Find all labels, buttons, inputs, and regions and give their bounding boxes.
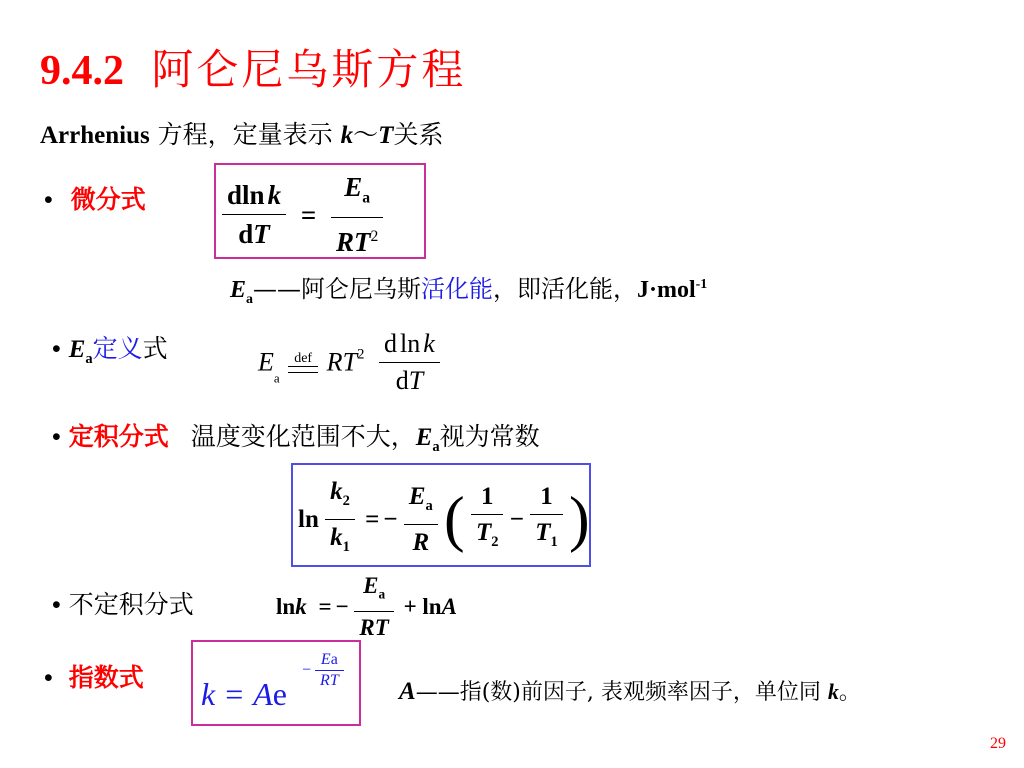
diff-bullet [44,182,146,218]
bullet-dot: • [52,423,61,451]
def-symbol: def [288,352,318,373]
indefinite-bullet [52,587,194,623]
fraction: $\frac{Ea}{RT}$ [315,650,344,691]
page-number: 29 [990,735,1006,752]
unit: J·mol [636,277,696,303]
fraction: $\frac{E_a}{RT^2}$ [331,168,383,261]
exp-equation: k = Ae [201,676,287,712]
fraction: $\frac{k_2}{k_1}$ [325,474,355,565]
symbol-T: T [378,122,394,149]
indefinite-equation: lnk = − $\frac{E_a}{RT}$ + lnA [276,570,457,644]
fraction: $\frac{E_a}{R}$ [404,479,438,560]
diff-note: $E_a——$阿仑尼乌斯活化能，即活化能，J·mol$^{-1}$ [230,275,708,307]
exp-bullet [44,660,144,696]
symbol-k: k [340,122,354,149]
bullet-dot: • [52,335,61,363]
integral-equation: ln $\frac{k_2}{k_1}$ = − $\frac{E_a}{R}$ ( $\frac{1}{T_2}$ − $\frac{1}{T_1}$ ) [298,474,590,565]
exp-note: A——指(数)前因子, 表观频率因子，单位同 k。 [399,678,861,705]
fraction: $\frac{1}{T_1}$ [530,479,563,560]
fraction: $\frac{1}{T_2}$ [471,479,504,560]
def-equation: $E_a$ def $RT^2$ $\frac{\text{d ln k}}{dT}$ [258,326,440,399]
fraction: $\frac{\text{d ln k}}{dT}$ [379,326,440,399]
subtitle [40,117,443,154]
subtitle-text-end: 关系 [393,120,444,149]
section-number: 9.4.2 [40,48,124,94]
def-label: 定义 [92,334,143,363]
integral-label: 定积分式 [68,422,169,451]
def-bullet: • $E_a$定义式 [52,334,168,367]
indefinite-label: 不定积分式 [68,590,194,619]
integral-bullet: • 定积分式 温度变化范围不大，$E_a$视为常数 [52,422,540,455]
exp-exponent: − $\frac{Ea}{RT}$ [302,650,344,691]
bullet-dot: • [52,591,61,619]
subtitle-text: 方程，定量表示 [149,120,341,149]
activation-energy-term: 活化能 [420,275,493,303]
fraction: $\frac{\text{dln k}}{dT}$ [222,176,286,253]
page-title [40,44,466,97]
equals-sign: = [300,199,317,230]
symbol-tilde: ～ [353,120,379,149]
diff-equation [222,168,383,261]
fraction: $\frac{E_a}{RT}$ [354,570,393,644]
bullet-dot: • [44,664,53,692]
exp-label: 指数式 [68,663,144,692]
title-text: 阿仑尼乌斯方程 [151,45,467,94]
arrhenius-name: Arrhenius [40,122,150,149]
diff-label: 微分式 [70,185,146,214]
bullet-dot: • [44,186,53,214]
